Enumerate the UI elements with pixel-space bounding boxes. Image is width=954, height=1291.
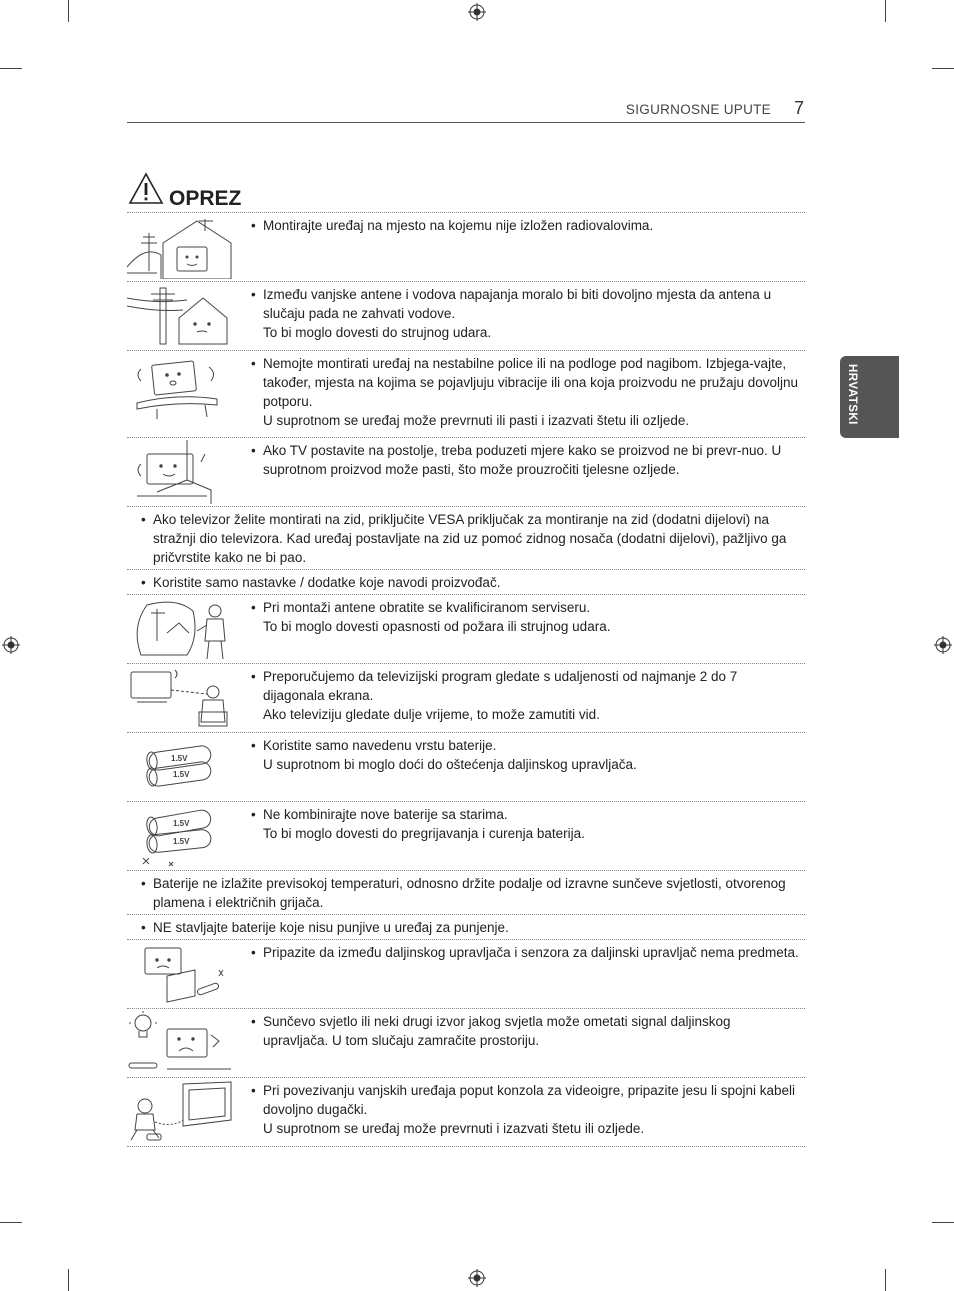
crop-mark: [932, 68, 954, 69]
list-item: [127, 1077, 805, 1146]
list-item: [127, 350, 805, 437]
registration-mark-icon: [2, 636, 20, 654]
bullet-text: • Između vanjske antene i vodova napajanja moralo bi biti dovoljno mjesta da antena u slučaju pada ne zahvati vodove.: [251, 285, 799, 323]
bullet-text: • Ako TV postavite na postolje, treba poduzeti mjere kako se proizvod ne bi prevr-nuo. U suprotnom proizvod može pasti, što može prouzročiti tjelesne ozljede.: [251, 441, 799, 479]
batteries-icon: [127, 735, 239, 799]
bullet-text: • Baterije ne izlažite previsokoj temperaturi, odnosno držite podalje od izravne sunčeve svjetlosti, otvorenog plamena i električnih grijača.: [141, 874, 805, 912]
bullet-text: • Ne kombinirajte nove baterije sa starima.: [251, 805, 799, 824]
crop-mark: [68, 1269, 69, 1291]
game-console-icon: [127, 1080, 239, 1144]
bullet-text: • Koristite samo navedenu vrstu baterije.: [251, 736, 799, 755]
list-item: [127, 801, 805, 870]
viewing-distance-icon: [127, 666, 239, 730]
antenna-powerline-icon: [127, 284, 239, 348]
bullet-text: • Pripazite da između daljinskog upravljača i senzora za daljinski upravljač nema predmeta.: [251, 943, 799, 962]
language-tab-label: HRVATSKI: [846, 364, 858, 425]
page-title: OPREZ: [169, 187, 242, 210]
bullet-text: • Ako televizor želite montirati na zid, priključite VESA priključak za montiranje na zid (dodatni dijelovi) na stražnji dio televizora. Kad uređaj postavljate na zid uz pomoć zidnog nosača (dodatni dijelovi), pažljivo ga pričvrstite kako ne bi pao.: [141, 510, 805, 567]
list-item: [127, 914, 805, 939]
bullet-note: U suprotnom se uređaj može prevrnuti i izazvati štetu ili ozljede.: [263, 1121, 645, 1136]
list-item: [127, 594, 805, 663]
crop-mark: [0, 68, 22, 69]
battery-label: 1.5V: [173, 837, 190, 846]
warning-triangle-icon: [128, 172, 164, 206]
crop-mark: [68, 0, 69, 22]
list-item: [127, 663, 805, 732]
list-item: [127, 281, 805, 350]
list-item: [127, 506, 805, 569]
list-item: [127, 870, 805, 914]
page-header: [127, 98, 805, 123]
tv-stand-icon: [127, 440, 239, 504]
battery-label: 1.5V: [173, 819, 190, 828]
list-end-divider: [127, 1146, 805, 1147]
language-tab: [840, 356, 899, 438]
bullet-note: To bi moglo dovesti do strujnog udara.: [263, 325, 492, 340]
bullet-text: • Pri montaži antene obratite se kvalificiranom serviseru.: [251, 598, 799, 617]
section-title: SIGURNOSNE UPUTE: [625, 102, 771, 117]
list-item: [127, 437, 805, 506]
crop-mark: [932, 1222, 954, 1223]
caution-list: [127, 212, 805, 1147]
registration-mark-icon: [468, 1269, 486, 1287]
page-number: 7: [793, 98, 804, 118]
list-item: [127, 732, 805, 801]
remote-obstacle-icon: [127, 942, 239, 1006]
list-item: [127, 569, 805, 594]
list-item: [127, 212, 805, 281]
list-item: [127, 939, 805, 1008]
crop-mark: [885, 1269, 886, 1291]
registration-mark-icon: [934, 636, 952, 654]
bullet-note: Ako televiziju gledate dulje vrijeme, to može zamutiti vid.: [263, 707, 600, 722]
unstable-shelf-icon: [127, 357, 239, 421]
bullet-text: • Preporučujemo da televizijski program gledate s udaljenosti od najmanje 2 do 7 dijagonala ekrana.: [251, 667, 799, 705]
bullet-text: • Nemojte montirati uređaj na nestabilne police ili na podloge pod nagibom. Izbjega-vajte, također, mjesta na kojima se pojavljuju vibracije ili ona koja proizvodu ne pružaju dovoljnu potporu.: [251, 354, 799, 411]
technician-icon: [127, 597, 239, 661]
battery-label: 1.5V: [171, 754, 188, 763]
registration-mark-icon: [468, 3, 486, 21]
bullet-text: • Pri povezivanju vanjskih uređaja poput konzola za videoigre, pripazite jesu li spojni kabeli dovoljno dugački.: [251, 1081, 799, 1119]
bullet-text: • Sunčevo svjetlo ili neki drugi izvor jakog svjetla može ometati signal daljinskog upravljača. U tom slučaju zamračite prostoriju.: [251, 1012, 799, 1050]
list-item: [127, 1008, 805, 1077]
bullet-note: To bi moglo dovesti do pregrijavanja i curenja baterija.: [263, 826, 585, 841]
crop-mark: [885, 0, 886, 22]
bullet-text: • Montirajte uređaj na mjesto na kojemu nije izložen radiovalovima.: [251, 216, 799, 235]
bullet-note: U suprotnom bi moglo doći do oštećenja daljinskog upravljača.: [263, 757, 637, 772]
battery-label: 1.5V: [173, 770, 190, 779]
crop-mark: [0, 1222, 22, 1223]
bullet-note: U suprotnom se uređaj može prevrnuti ili pasti i izazvati štetu ili ozljede.: [263, 413, 690, 428]
batteries-mixed-icon: [127, 804, 239, 868]
house-antenna-icon: [127, 215, 239, 279]
bullet-text: • Koristite samo nastavke / dodatke koje navodi proizvođač.: [141, 573, 805, 592]
bullet-text: • NE stavljajte baterije koje nisu punjive u uređaj za punjenje.: [141, 918, 805, 937]
bright-light-icon: [127, 1011, 239, 1075]
bullet-note: To bi moglo dovesti opasnosti od požara ili strujnog udara.: [263, 619, 611, 634]
